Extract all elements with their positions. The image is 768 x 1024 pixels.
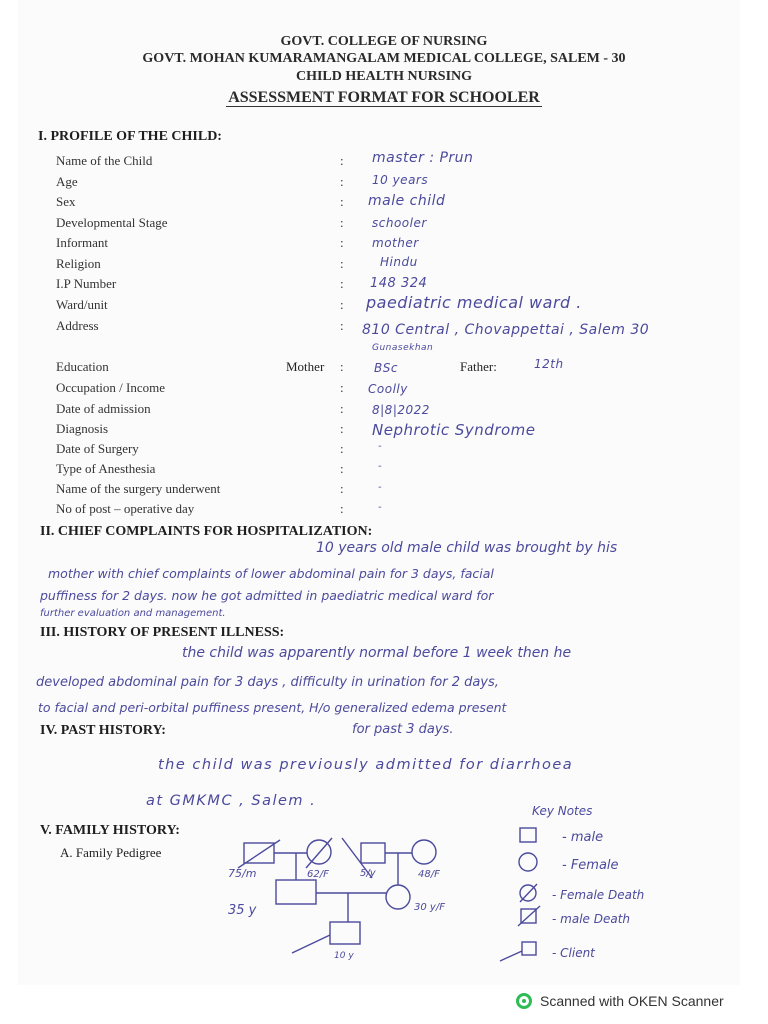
key-female-label: - Female (562, 858, 619, 873)
address-value: 810 Central , Chovappettai , Salem 30 (362, 322, 650, 338)
child-name-value: master : Prun (372, 150, 474, 166)
key-male-symbol (520, 828, 536, 842)
grandmother-age: 62/F (307, 869, 329, 880)
child-square (330, 922, 360, 944)
key-male-death-label: - male Death (552, 912, 631, 926)
oken-scanner-logo-icon (516, 993, 532, 1009)
mother-education-value: BSc (374, 361, 398, 375)
field-label: Occupation / Income (56, 380, 166, 395)
key-male-label: - male (562, 830, 604, 845)
admission-date-value: 8|8|2022 (372, 403, 430, 417)
key-notes-title: Key Notes (532, 804, 593, 818)
present-illness-line: to facial and peri-orbital puffiness present, H/o generalized edema present (38, 700, 507, 715)
grandfather-square (244, 843, 274, 863)
informant-value: mother (372, 236, 419, 250)
key-female-symbol (519, 853, 537, 871)
field-label: Sex (56, 194, 76, 209)
family-history-heading: V. FAMILY HISTORY: (40, 823, 180, 838)
field-label: I.P Number (56, 276, 117, 291)
mother-age: 30 y/F (414, 902, 445, 913)
field-label: Diagnosis (56, 421, 108, 436)
mother-circle (386, 885, 410, 909)
maternal-grandmother-circle (412, 840, 436, 864)
family-pedigree-label: A. Family Pedigree (60, 845, 162, 860)
present-illness-line: the child was apparently normal before 1 week then he (182, 645, 572, 661)
maternal-grandfather-age: 5/y (360, 868, 376, 879)
grandfather-age: 75/m (228, 867, 257, 880)
client-arrow (500, 951, 522, 961)
past-history-line: at GMKMC , Salem . (146, 793, 317, 809)
father-label: Father: (460, 359, 497, 374)
field-label: Age (56, 174, 78, 189)
ward-value: paediatric medical ward . (366, 293, 582, 312)
mother-label: Mother (286, 359, 325, 374)
present-illness-line: developed abdominal pain for 3 days , difficulty in urination for 2 days, (36, 675, 499, 690)
field-label: Date of admission (56, 401, 151, 416)
ip-number-value: 148 324 (370, 276, 428, 291)
surgery-date-value: - (378, 441, 383, 452)
maternal-grandfather-square (361, 843, 385, 863)
address-note: Gunasekhan (372, 343, 434, 353)
sex-value: male child (368, 193, 446, 209)
department-name: CHILD HEALTH NURSING (295, 69, 473, 84)
age-value: 10 years (372, 173, 429, 187)
chief-complaints-line: mother with chief complaints of lower abdominal pain for 3 days, facial (48, 566, 494, 581)
college-name: GOVT. COLLEGE OF NURSING (280, 34, 488, 49)
field-label: Type of Anesthesia (56, 461, 156, 476)
profile-heading: I. PROFILE OF THE CHILD: (38, 129, 222, 144)
client-arrow (292, 935, 330, 953)
past-history-heading: IV. PAST HISTORY: (40, 723, 166, 738)
father-square (276, 880, 316, 904)
occupation-value: Coolly (368, 382, 408, 396)
chief-complaints-line: puffiness for 2 days. now he got admitted in paediatric medical ward for (40, 588, 494, 603)
field-label: Ward/unit (56, 297, 108, 312)
anesthesia-value: - (378, 461, 383, 472)
chief-complaints-line: 10 years old male child was brought by his (316, 540, 618, 556)
post-op-day-value: - (378, 502, 383, 513)
maternal-grandmother-age: 48/F (418, 869, 440, 880)
education-label: Education (56, 359, 109, 374)
field-label: Name of the Child (56, 153, 153, 168)
field-label: No of post – operative day (56, 501, 195, 516)
child-age: 10 y (334, 951, 354, 961)
scanner-watermark (516, 990, 724, 1012)
medical-college-name: GOVT. MOHAN KUMARAMANGALAM MEDICAL COLLEGE, SALEM - 30 (142, 51, 626, 66)
field-label: Informant (56, 235, 108, 250)
key-female-death-label: - Female Death (552, 888, 645, 902)
diagnosis-value: Nephrotic Syndrome (372, 421, 536, 439)
religion-value: Hindu (380, 255, 418, 269)
field-label: Address (56, 318, 99, 333)
scanner-label: Scanned with OKEN Scanner (540, 993, 724, 1009)
field-label: Date of Surgery (56, 441, 139, 456)
surgery-name-value: - (378, 482, 383, 493)
present-illness-line: for past 3 days. (352, 722, 454, 737)
field-label: Name of the surgery underwent (56, 481, 221, 496)
present-illness-heading: III. HISTORY OF PRESENT ILLNESS: (40, 625, 285, 640)
past-history-line: the child was previously admitted for diarrhoea (158, 757, 574, 773)
key-client-symbol (522, 942, 536, 955)
chief-complaints-line: further evaluation and management. (40, 608, 226, 619)
field-label: Developmental Stage (56, 215, 168, 230)
field-label: Religion (56, 256, 101, 271)
chief-complaints-heading: II. CHIEF COMPLAINTS FOR HOSPITALIZATION: (40, 524, 373, 539)
form-title: ASSESSMENT FORMAT FOR SCHOOLER (228, 89, 540, 106)
father-education-value: 12th (534, 357, 564, 371)
developmental-stage-value: schooler (372, 216, 427, 230)
key-client-label: - Client (552, 946, 595, 960)
father-age: 35 y (228, 903, 257, 918)
